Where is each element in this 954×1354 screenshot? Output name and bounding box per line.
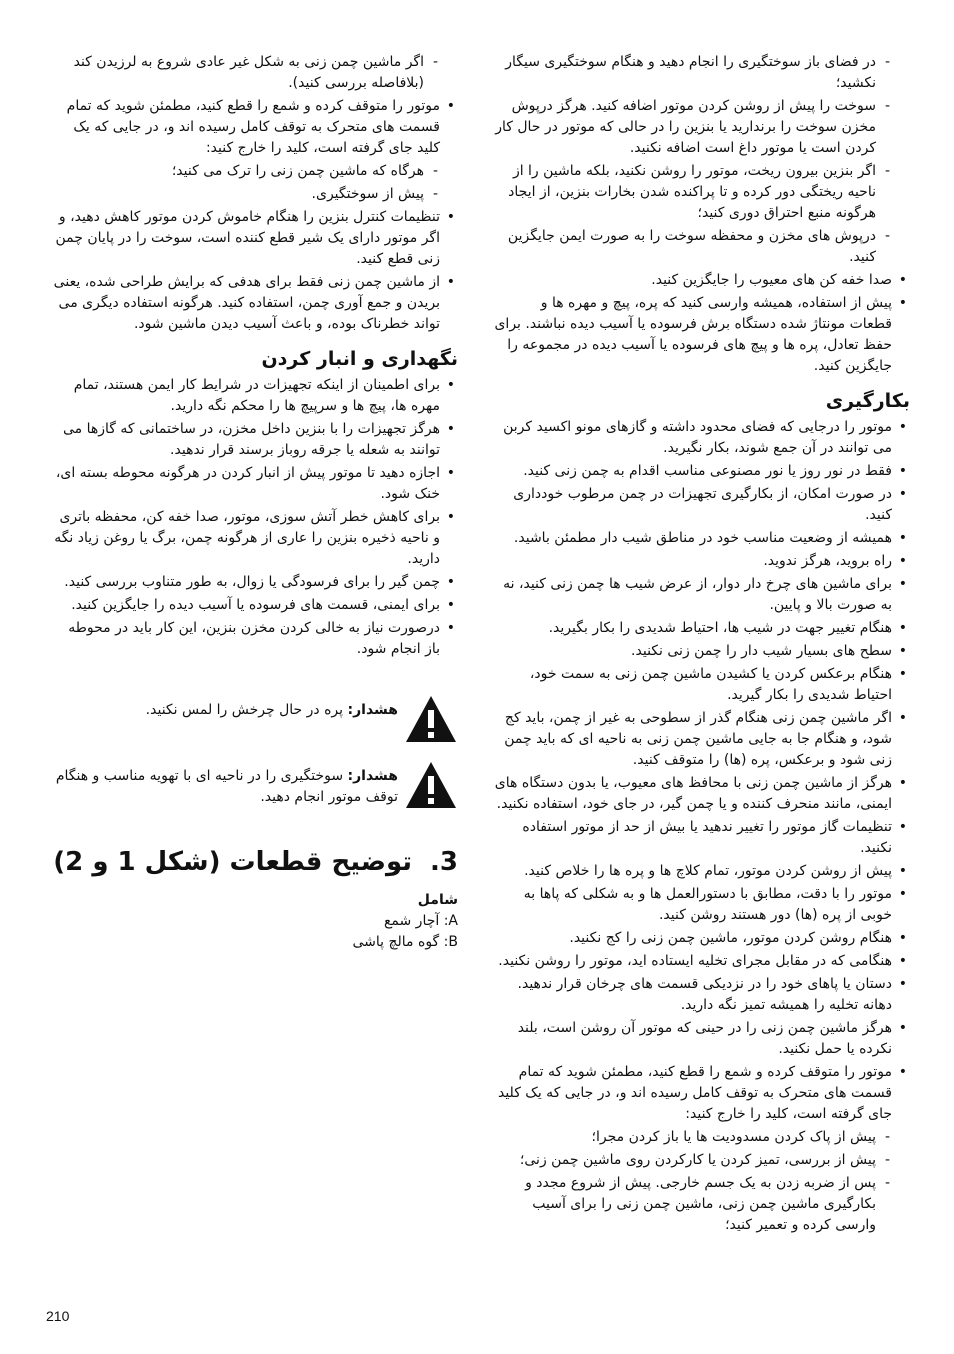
bullet-list-item: • همیشه از وضعیت مناسب خود در مناطق شیب دار مطمئن باشید. [494, 528, 910, 549]
dash-list-item: - اگر ماشین چمن زنی به شکل غیر عادی شروع به لرزیدن کند (بلافاصله بررسی کنید). [52, 52, 458, 94]
warning-label: هشدار: [347, 768, 398, 784]
operation-heading: بکارگیری [825, 390, 910, 412]
warning-block-1 [52, 700, 458, 750]
bullet-list-item: • اگر ماشین چمن زنی هنگام گذر از سطوحی به غیر از چمن، باید کج شود، و هنگام جا به جایی ماشین چمن زنی به ناحیه ای که باید چمن زنی شود و برعکس، پره (ها) را متوقف کنید. [494, 708, 910, 771]
dash-list-item: - پیش از سوختگیری. [52, 184, 458, 205]
right-column [494, 52, 910, 1238]
bullet-list-item: • دستان یا پاهای خود را در نزدیکی قسمت های چرخان قرار ندهید. دهانه تخلیه را همیشه تمیز نگه دارید. [494, 974, 910, 1016]
bullet-list-item: • صدا خفه کن های معیوب را جایگزین کنید. [494, 270, 910, 291]
dash-list-item: - پیش از بررسی، تمیز کردن یا کارکردن روی ماشین چمن زنی؛ [494, 1150, 910, 1171]
bullet-list-item: • چمن گیر را برای فرسودگی یا زوال، به طور متناوب بررسی کنید. [52, 572, 458, 593]
bullet-list-item: • تنظیمات گاز موتور را تغییر ندهید یا بیش از حد از موتور استفاده نکنید. [494, 817, 910, 859]
warning-label: هشدار: [347, 702, 398, 718]
left-intro-list [52, 52, 458, 335]
bullet-list-item: • اجازه دهید تا موتور پیش از انبار کردن در هرگونه محوطه بسته ای، خنک شود. [52, 463, 458, 505]
warning-block-2 [52, 766, 458, 816]
dash-list-item: - هرگاه که ماشین چمن زنی را ترک می کنید؛ [52, 161, 458, 182]
warning-text: پره در حال چرخش را لمس نکنید. [145, 702, 344, 718]
bullet-list-item: • پیش از روشن کردن موتور، تمام کلاچ ها و پره ها را خلاص کنید. [494, 861, 910, 882]
dash-list-item: - در فضای باز سوختگیری را انجام دهید و هنگام سوختگیری سیگار نکشید؛ [494, 52, 910, 94]
bullet-list-item: • هنگام روشن کردن موتور، ماشین چمن زنی را کج نکنید. [494, 928, 910, 949]
bullet-list-item: • از ماشین چمن زنی فقط برای هدفی که برایش طراحی شده، یعنی بریدن و جمع آوری چمن، استفاده کنید. هرگونه استفاده دیگری می تواند خطرناک بوده، و باعث آسیب دیدن ماشین شود. [52, 272, 458, 335]
bullet-list-item: • هنگامی که در مقابل مجرای تخلیه ایستاده اید، موتور را روشن نکنید. [494, 951, 910, 972]
right-intro-list [494, 52, 910, 377]
bullet-list-item: • موتور را متوقف کرده و شمع را قطع کنید، مطمئن شوید که تمام قسمت های متحرک به توقف کامل رسیده اند و، در جایی که یک کلید جای گرفته است، کلید را خارج کنید: [494, 1062, 910, 1125]
warning-text: سوختگیری را در ناحیه ای با تهویه مناسب و هنگام توقف موتور انجام دهید. [55, 768, 398, 805]
warning-triangle-icon [404, 760, 458, 810]
bullet-list-item: • در صورت امکان، از بکارگیری تجهیزات در چمن مرطوب خودداری کنید. [494, 484, 910, 526]
bullet-list-item: • موتور را متوقف کرده و شمع را قطع کنید، مطمئن شوید که تمام قسمت های متحرک به توقف کامل رسیده اند و، در جایی که یک کلید جای گرفته است، کلید را خارج کنید: [52, 96, 458, 159]
bullet-list-item: • فقط در نور روز یا نور مصنوعی مناسب اقدام به چمن زنی کنید. [494, 461, 910, 482]
bullet-list-item: • برای اطمینان از اینکه تجهیزات در شرایط کار ایمن هستند، تمام مهره ها، پیچ ها و سرپیچ ها را محکم نگه دارید. [52, 375, 458, 417]
bullet-list-item: • هنگام برعکس کردن یا کشیدن ماشین چمن زنی به سمت خود، احتیاط شدیدی را بکار گیرید. [494, 664, 910, 706]
bullet-list-item: • برای کاهش خطر آتش سوزی، موتور، صدا خفه کن، محفظه باتری و ناحیه ذخیره بنزین را عاری از هرگونه چمن، برگ یا روغن زیاد نگه دارید. [52, 507, 458, 570]
bullet-list-item: • راه بروید، هرگز ندوید. [494, 551, 910, 572]
dash-list-item: - پس از ضربه زدن به یک جسم خارجی. پیش از شروع مجدد و بکارگیری ماشین چمن زنی، ماشین چمن زنی را برای آسیب وارسی کرده و تعمیر کنید؛ [494, 1173, 910, 1236]
section-number: 3. [430, 847, 458, 877]
bullet-list-item: • پیش از استفاده، همیشه وارسی کنید که پره، پیچ و مهره ها و قطعات مونتاژ شده دستگاه برش فرسوده یا آسیب دیده نباشند. برای حفظ تعادل، پره ها و پیچ های فرسوده یا آسیب دیده در مجموعه را جایگزین کنید. [494, 293, 910, 377]
bullet-list-item: • هرگز از ماشین چمن زنی با محافظ های معیوب، یا بدون دستگاه های ایمنی، مانند منحرف کننده و یا چمن گیر، در جای خود، استفاده نکنید. [494, 773, 910, 815]
bullet-list-item: • موتور را با دقت، مطابق با دستورالعمل ها و به شکلی که پاها به خوبی از پره (ها) دور هستند روشن کنید. [494, 884, 910, 926]
section-title: توضیح قطعات (شکل 1 و 2) [53, 847, 413, 877]
section-heading [52, 846, 458, 878]
dash-list-item: - درپوش های مخزن و محفظه سوخت را به صورت ایمن جایگزین کنید. [494, 226, 910, 268]
operation-list [494, 417, 910, 1236]
bullet-list-item: • سطح های بسیار شیب دار را چمن زنی نکنید. [494, 641, 910, 662]
bullet-list-item: • درصورت نیاز به خالی کردن مخزن بنزین، این کار باید در محوطه باز انجام شود. [52, 618, 458, 660]
dash-list-item: - سوخت را پیش از روشن کردن موتور اضافه کنید. هرگز درپوش مخزن سوخت را برندارید یا بنزین را در حالی که موتور در حال کار کردن است یا موتور داغ است اضافه نکنید. [494, 96, 910, 159]
storage-heading: نگهداری و انبار کردن [261, 348, 458, 370]
bullet-list-item: • برای ایمنی، قسمت های فرسوده یا آسیب دیده را جایگزین کنید. [52, 595, 458, 616]
left-column [52, 52, 458, 953]
warning-triangle-icon [404, 694, 458, 744]
bullet-list-item: • برای ماشین های چرخ دار دوار، از عرض شیب ها چمن زنی کنید، نه به صورت بالا و پایین. [494, 574, 910, 616]
bullet-list-item: • هرگز تجهیزات را با بنزین داخل مخزن، در ساختمانی که گازها می توانند به شعله یا جرقه روباز برسند قرار ندهید. [52, 419, 458, 461]
includes-label: شامل [417, 892, 458, 908]
page-number: 210 [46, 1308, 70, 1324]
dash-list-item: - اگر بنزین بیرون ریخت، موتور را روشن نکنید، بلکه ماشین را از ناحیه ریختگی دور کرده و تا پراکنده شدن بخارات بنزین، از ایجاد هرگونه منبع احتراق دوری کنید؛ [494, 161, 910, 224]
part-item: B: گوه مالچ پاشی [352, 934, 458, 950]
bullet-list-item: • هرگز ماشین چمن زنی را در حینی که موتور آن روشن است، بلند نکرده یا حمل نکنید. [494, 1018, 910, 1060]
storage-list [52, 375, 458, 660]
part-item: A: آچار شمع [383, 913, 458, 929]
bullet-list-item: • هنگام تغییر جهت در شیب ها، احتیاط شدیدی را بکار بگیرید. [494, 618, 910, 639]
bullet-list-item: • موتور را درجایی که فضای محدود داشته و گازهای مونو اکسید کربن می توانند در آن جمع شوند، بکار نگیرید. [494, 417, 910, 459]
dash-list-item: - پیش از پاک کردن مسدودیت ها یا باز کردن مجرا؛ [494, 1127, 910, 1148]
bullet-list-item: • تنظیمات کنترل بنزین را هنگام خاموش کردن موتور کاهش دهید، و اگر موتور دارای یک شیر قطع کننده است، سوخت را در پایان چمن زنی قطع کنید. [52, 207, 458, 270]
parts-list [52, 911, 458, 953]
